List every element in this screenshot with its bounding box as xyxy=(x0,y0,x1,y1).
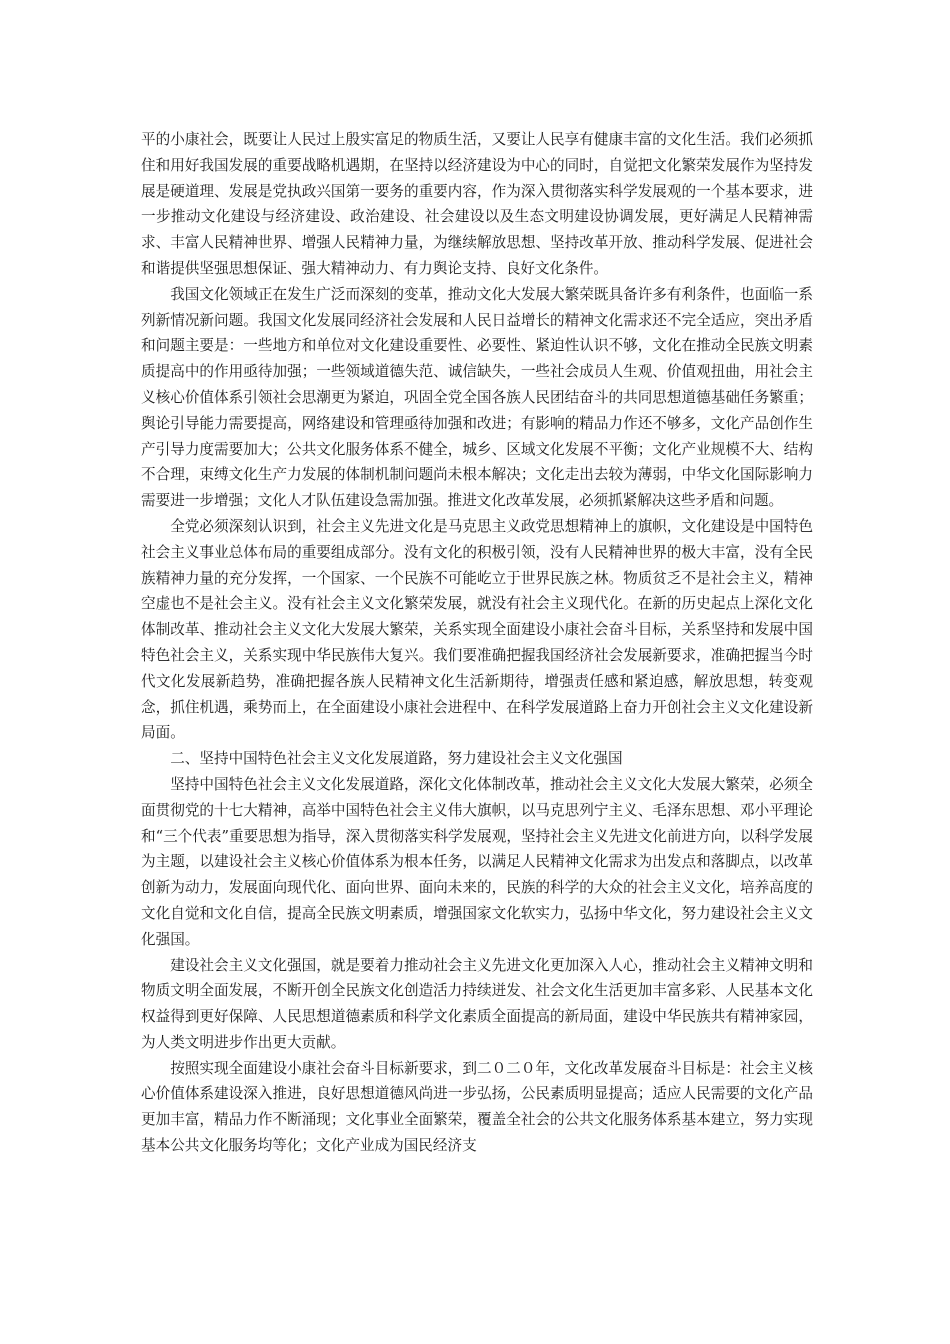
paragraph-5: 建设社会主义文化强国，就是要着力推动社会主义先进文化更加深入人心，推动社会主义精神文明和物质文明全面发展，不断开创全民族文化创造活力持续迸发、社会文化生活更加丰富多彩、人民基本文化权益得到更好保障、人民思想道德素质和科学文化素质全面提高的新局面，建设中华民族共有精神家园，为人类文明进步作出更大贡献。 xyxy=(141,956,813,1051)
paragraph-2: 我国文化领域正在发生广泛而深刻的变革，推动文化大发展大繁荣既具备许多有利条件，也面临一系列新情况新问题。我国文化发展同经济社会发展和人民日益增长的精神文化需求还不完全适应，突出矛盾和问题主要是：一些地方和单位对文化建设重要性、必要性、紧迫性认识不够，文化在推动全民族文明素质提高中的作用亟待加强；一些领域道德失范、诚信缺失，一些社会成员人生观、价值观扭曲，用社会主义核心价值体系引领社会思潮更为紧迫，巩固全党全国各族人民团结奋斗的共同思想道德基础任务繁重；舆论引导能力需要提高，网络建设和管理亟待加强和改进；有影响的精品力作还不够多，文化产品创作生产引导力度需要加大；公共文化服务体系不健全，城乡、区域文化发展不平衡；文化产业规模不大、结构不合理，束缚文化生产力发展的体制机制问题尚未根本解决；文化走出去较为薄弱，中华文化国际影响力需要进一步增强；文化人才队伍建设急需加强。推进文化改革发展，必须抓紧解决这些矛盾和问题。 xyxy=(141,285,813,510)
paragraph-6: 按照实现全面建设小康社会奋斗目标新要求，到二０二０年，文化改革发展奋斗目标是：社会主义核心价值体系建设深入推进，良好思想道德风尚进一步弘扬，公民素质明显提高；适应人民需要的文化产品更加丰富，精品力作不断涌现；文化事业全面繁荣，覆盖全社会的公共文化服务体系基本建立，努力实现基本公共文化服务均等化；文化产业成为国民经济支 xyxy=(141,1059,813,1155)
paragraph-1: 平的小康社会，既要让人民过上殷实富足的物质生活，又要让人民享有健康丰富的文化生活。我们必须抓住和用好我国发展的重要战略机遇期，在坚持以经济建设为中心的同时，自觉把文化繁荣发展作为坚持发展是硬道理、发展是党执政兴国第一要务的重要内容，作为深入贯彻落实科学发展观的一个基本要求，进一步推动文化建设与经济建设、政治建设、社会建设以及生态文明建设协调发展，更好满足人民精神需求、丰富人民精神世界、增强人民精神力量，为继续解放思想、坚持改革开放、推动科学发展、促进社会和谐提供坚强思想保证、强大精神动力、有力舆论支持、良好文化条件。 xyxy=(141,131,813,277)
document-page xyxy=(141,127,813,1159)
section-heading: 二、坚持中国特色社会主义文化发展道路，努力建设社会主义文化强国 xyxy=(170,750,623,768)
paragraph-4: 坚持中国特色社会主义文化发展道路，深化文化体制改革，推动社会主义文化大发展大繁荣，必须全面贯彻党的十七大精神，高举中国特色社会主义伟大旗帜，以马克思列宁主义、毛泽东思想、邓小平理论和“三个代表”重要思想为指导，深入贯彻落实科学发展观，坚持社会主义先进文化前进方向，以科学发展为主题，以建设社会主义核心价值体系为根本任务，以满足人民精神文化需求为出发点和落脚点，以改革创新为动力，发展面向现代化、面向世界、面向未来的，民族的科学的大众的社会主义文化，培养高度的文化自觉和文化自信，提高全民族文明素质，增强国家文化软实力，弘扬中华文化，努力建设社会主义文化强国。 xyxy=(141,775,813,948)
paragraph-3: 全党必须深刻认识到，社会主义先进文化是马克思主义政党思想精神上的旗帜，文化建设是中国特色社会主义事业总体布局的重要组成部分。没有文化的积极引领，没有人民精神世界的极大丰富，没有全民族精神力量的充分发挥，一个国家、一个民族不可能屹立于世界民族之林。物质贫乏不是社会主义，精神空虚也不是社会主义。没有社会主义文化繁荣发展，就没有社会主义现代化。在新的历史起点上深化文化体制改革、推动社会主义文化大发展大繁荣，关系实现全面建设小康社会奋斗目标，关系坚持和发展中国特色社会主义，关系实现中华民族伟大复兴。我们要准确把握我国经济社会发展新要求，准确把握当今时代文化发展新趋势，准确把握各族人民精神文化生活新期待，增强责任感和紧迫感，解放思想，转变观念，抓住机遇，乘势而上，在全面建设小康社会进程中、在科学发展道路上奋力开创社会主义文化建设新局面。 xyxy=(141,517,813,742)
